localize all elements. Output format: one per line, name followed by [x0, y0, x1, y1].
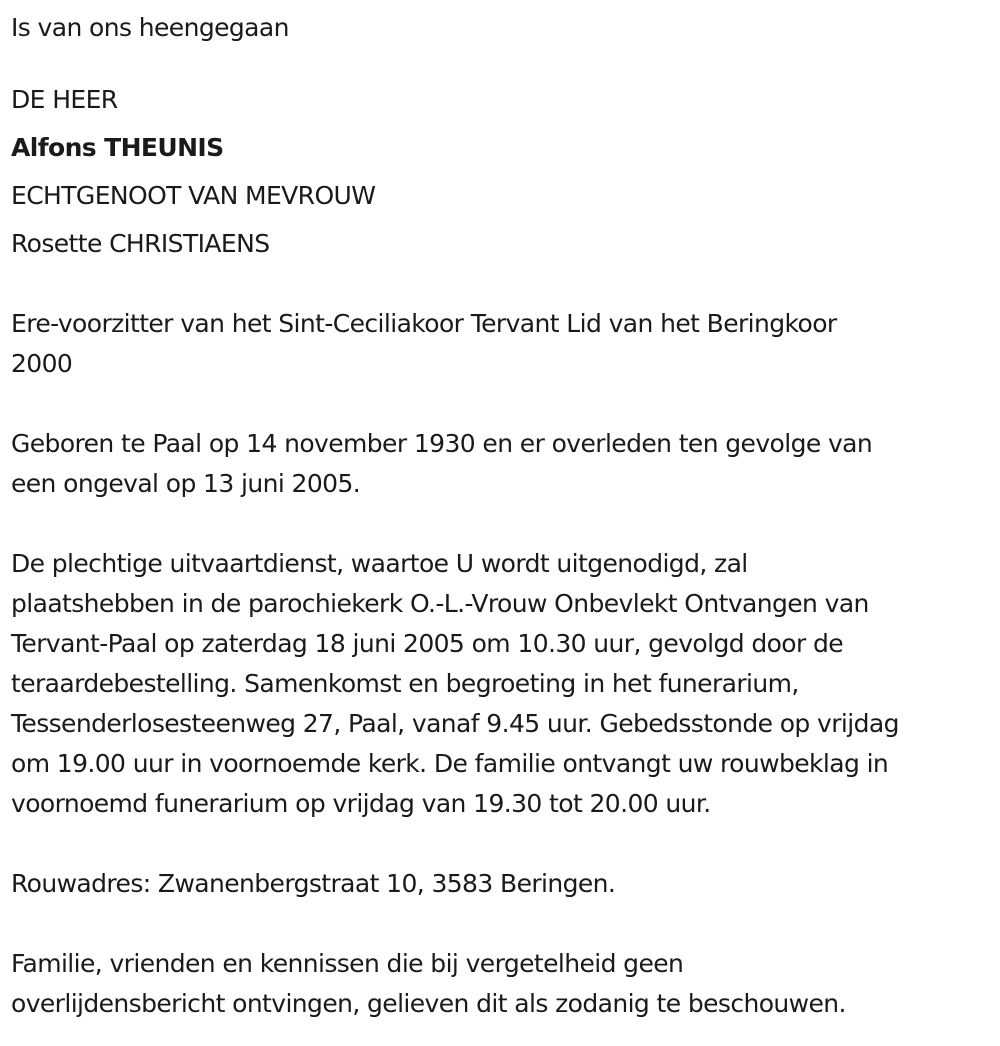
- birth-line: Geboren te Paal op 14 november 1930 en er overleden ten gevolge van: [11, 429, 873, 458]
- closing-paragraph: [11, 944, 993, 1024]
- closing-line: Familie, vrienden en kennissen die bij vergetelheid geen: [11, 949, 684, 978]
- roles-line: 2000: [11, 349, 73, 378]
- spouse-label: ECHTGENOOT VAN MEVROUW: [11, 181, 376, 210]
- deceased-name: Alfons THEUNIS: [11, 133, 224, 162]
- obituary-notice: [11, 8, 993, 1024]
- service-line: voornoemd funerarium op vrijdag van 19.30 tot 20.00 uur.: [11, 789, 711, 818]
- funeral-service-paragraph: [11, 544, 993, 824]
- birth-death-paragraph: [11, 424, 993, 504]
- roles-line: Ere-voorzitter van het Sint-Ceciliakoor Tervant Lid van het Beringkoor: [11, 309, 837, 338]
- spouse-name: Rosette CHRISTIAENS: [11, 229, 270, 258]
- service-line: Tessenderlosesteenweg 27, Paal, vanaf 9.45 uur. Gebedsstonde op vrijdag: [11, 709, 899, 738]
- service-line: Tervant-Paal op zaterdag 18 juni 2005 om 10.30 uur, gevolgd door de: [11, 629, 844, 658]
- honorific-title: DE HEER: [11, 85, 118, 114]
- service-line: plaatshebben in de parochiekerk O.-L.-Vrouw Onbevlekt Ontvangen van: [11, 589, 869, 618]
- service-line: teraardebestelling. Samenkomst en begroeting in het funerarium,: [11, 669, 799, 698]
- service-line: om 19.00 uur in voornoemde kerk. De familie ontvangt uw rouwbeklag in: [11, 749, 889, 778]
- mourning-address: Rouwadres: Zwanenbergstraat 10, 3583 Beringen.: [11, 869, 616, 898]
- closing-line: overlijdensbericht ontvingen, gelieven dit als zodanig te beschouwen.: [11, 989, 846, 1018]
- service-line: De plechtige uitvaartdienst, waartoe U wordt uitgenodigd, zal: [11, 549, 748, 578]
- mourning-address-paragraph: [11, 864, 993, 904]
- roles-paragraph: [11, 304, 993, 384]
- birth-line: een ongeval op 13 juni 2005.: [11, 469, 361, 498]
- intro-text: Is van ons heengegaan: [11, 13, 289, 42]
